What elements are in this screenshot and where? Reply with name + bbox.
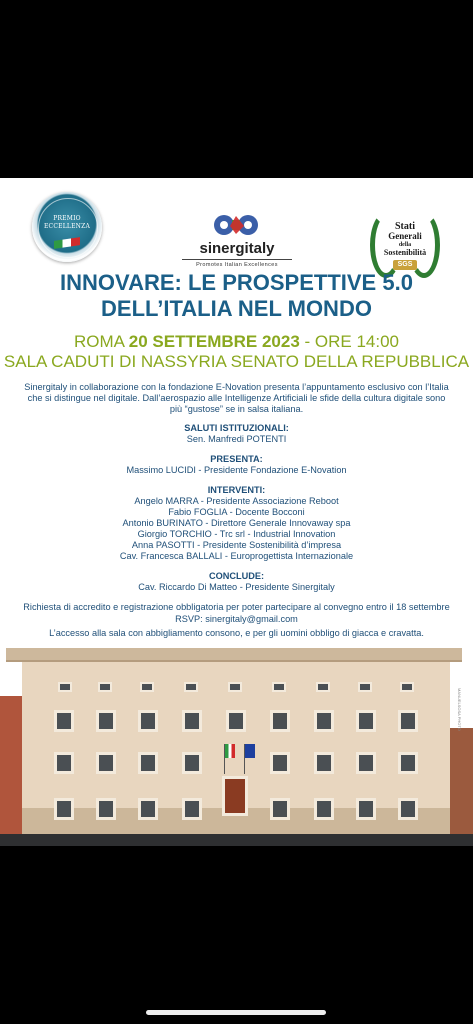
window [270,752,290,774]
venue: SALA CADUTI DI NASSYRIA SENATO DELLA REPUBBLICA [3,352,470,371]
interventi-item: Anna PASOTTI - Presidente Sostenibilità d’impresa [131,540,342,550]
gears-icon [210,212,262,238]
window [182,798,202,820]
window [54,710,74,732]
conclude-item: Cav. Riccardo Di Matteo - Presidente Sinergitaly [138,582,335,592]
intro-line-1: Sinergitaly in collaborazione con la fondazione E-Novation presenta l’appuntamento esclusivo con l’Italia [24,382,449,392]
event-poster [0,178,473,846]
window [270,798,290,820]
event-date: 20 SETTEMBRE 2023 [128,332,300,351]
interventi-item: Giorgio TORCHIO - Trc srl - Industrial Innovation [137,529,336,539]
dress-code-note: L’accesso alla sala con abbigliamento consono, e per gli uomini obbligo di giacca e cravatta. [49,628,424,638]
window [398,710,418,732]
intro-line-2: che si distingue nel digitale. Dall’aerospazio alle Intelligenze Artificiali le sfide della cultura digitale sono [27,393,446,403]
sgs-text-3: della [398,242,412,248]
window [138,752,158,774]
window [316,682,330,692]
interventi-item: Antonio BURINATO - Direttore Generale Innovaway spa [122,518,351,528]
title-line-2: DELL’ITALIA NEL MONDO [101,296,372,321]
date-line [0,332,473,352]
window [356,798,376,820]
window [96,798,116,820]
window [140,682,154,692]
window [98,682,112,692]
presenta-item: Massimo LUCIDI - Presidente Fondazione E-Novation [126,465,347,475]
saluti-item: Sen. Manfredi POTENTI [186,434,287,444]
sinergitaly-logo [178,212,296,270]
window [184,682,198,692]
title-line-1: INNOVARE: LE PROSPETTIVE 5.0 [60,270,413,295]
window [270,710,290,732]
street [0,834,473,846]
logo-text-2: ECCELLENZA [43,223,91,230]
window [398,798,418,820]
main-entrance-door [222,776,248,816]
date-suffix: - ORE 14:00 [299,332,400,351]
window [314,752,334,774]
brand-name: sinergitaly [199,240,275,257]
window [356,710,376,732]
interventi-item: Fabio FOGLIA - Docente Bocconi [168,507,305,517]
sgs-text-4: Sostenibilità [383,248,427,257]
window [138,710,158,732]
window [226,710,246,732]
window [58,682,72,692]
saluti-label: SALUTI ISTITUZIONALI: [184,423,289,433]
logo-text-1: PREMIO [53,215,81,222]
window [314,798,334,820]
brand-divider [182,259,292,260]
roof-cornice [6,648,462,662]
sgs-badge: SGS [393,260,417,270]
window [182,710,202,732]
logo-row [0,192,473,272]
window [398,752,418,774]
window [96,752,116,774]
interventi-label: INTERVENTI: [207,485,266,495]
window [356,752,376,774]
side-building-left [0,696,24,846]
side-building-right [448,728,473,846]
window [272,682,286,692]
registration-note: Richiesta di accredito e registrazione obbligatoria per poter partecipare al convegno entro il 18 settembre [23,602,450,612]
eu-flag-icon [245,744,255,758]
home-indicator[interactable] [146,1010,326,1015]
interventi-item: Cav. Francesca BALLALI - Europrogettista Internazionale [119,551,354,561]
sgs-text-1: Stati [395,221,415,232]
photo-credit: MANUELSOSA PHOTO [457,688,462,731]
window [138,798,158,820]
conclude-label: CONCLUDE: [208,571,265,581]
premio-eccellenza-logo [32,192,102,262]
senate-building-photo [0,648,473,846]
brand-tagline: Promotes Italian Excellences [196,262,278,268]
date-prefix: ROMA [73,332,129,351]
window [400,682,414,692]
window [54,752,74,774]
italian-flag-icon [225,744,235,758]
window [54,798,74,820]
window [358,682,372,692]
window [314,710,334,732]
rsvp-email: RSVP: sinergitaly@gmail.com [175,614,298,624]
window [228,682,242,692]
window [182,752,202,774]
interventi-item: Angelo MARRA - Presidente Associazione Reboot [134,496,339,506]
window [96,710,116,732]
presenta-label: PRESENTA: [210,454,263,464]
stati-generali-logo [368,208,442,278]
sgs-text-2: Generali [388,231,422,241]
intro-line-3: più “gustose” se in salsa italiana. [169,404,304,414]
